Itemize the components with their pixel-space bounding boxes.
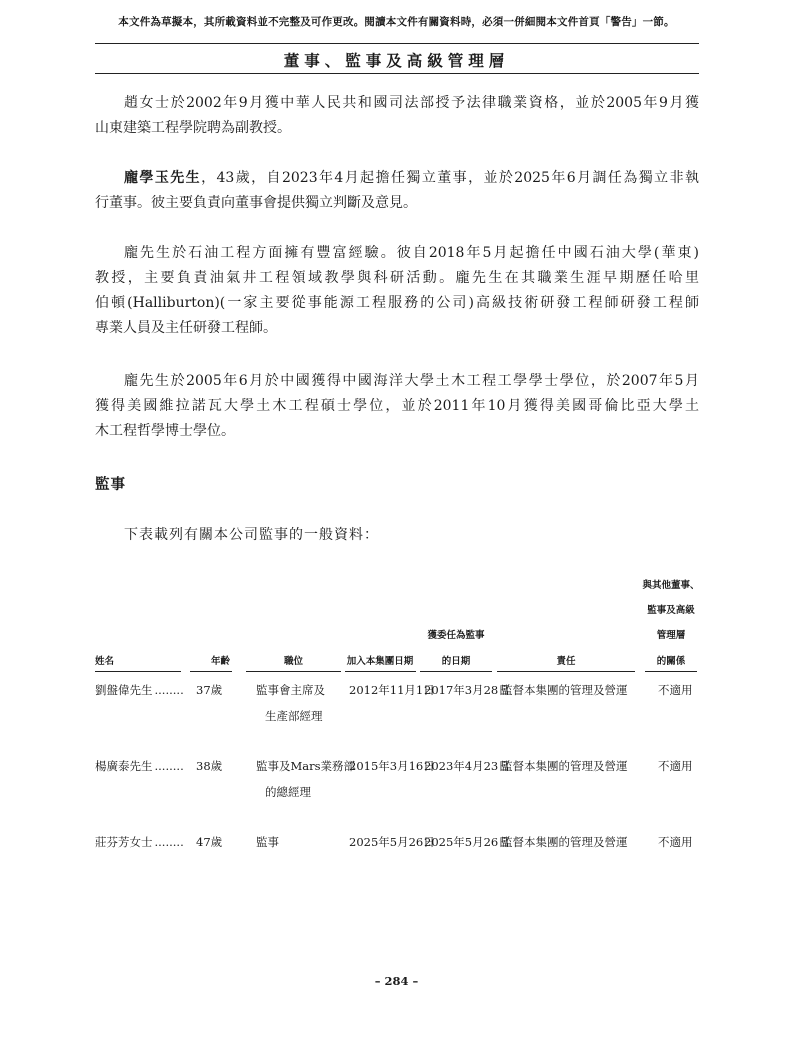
cell-name: 莊芬芳女士 ........ — [95, 835, 184, 849]
column-header-name: 姓名 — [95, 656, 115, 667]
header-underline — [420, 671, 492, 672]
cell-position: 監事 — [256, 835, 279, 849]
paragraph-line: 行董事。彼主要負責向董事會提供獨立判斷及意見。 — [95, 195, 417, 211]
cell-age: 37歲 — [196, 683, 223, 697]
column-header-age: 年齡 — [210, 656, 230, 667]
cell-relationship: 不適用 — [658, 759, 693, 773]
column-header-appoint-date-2: 的日期 — [441, 656, 471, 667]
paragraph-line: 獲得美國維拉諾瓦大學土木工程碩士學位，並於2011年10月獲得美國哥倫比亞大學土 — [95, 398, 699, 414]
paragraph-line: 龐先生於2005年6月於中國獲得中國海洋大學土木工程工學學士學位，於2007年5月 — [124, 373, 699, 389]
header-underline — [345, 671, 416, 672]
column-header-relationship-3: 管理層 — [656, 630, 686, 641]
paragraph-zhao-qualification — [95, 91, 699, 141]
supervisors-heading: 監事 — [95, 476, 126, 493]
director-name: 龐學玉先生 — [124, 170, 202, 186]
cell-appoint-date: 2025年5月26日 — [424, 835, 510, 849]
cell-relationship: 不適用 — [658, 683, 693, 697]
cell-name: 楊廣泰先生 ........ — [95, 759, 184, 773]
header-bottom-rule — [95, 73, 699, 74]
cell-position-cont: 生產部經理 — [265, 709, 323, 723]
page-number: – 284 – — [374, 974, 419, 988]
header-top-rule — [95, 43, 699, 44]
cell-name: 劉盤偉先生 ........ — [95, 683, 184, 697]
column-header-position: 職位 — [283, 656, 303, 667]
cell-age: 38歲 — [196, 759, 223, 773]
paragraph-line: 伯頓(Halliburton)(一家主要從事能源工程服務的公司)高級技術研發工程師研發工程師 — [95, 295, 699, 311]
cell-relationship: 不適用 — [658, 835, 693, 849]
paragraph-line — [95, 166, 699, 191]
cell-position: 監事及Mars業務部 — [256, 759, 356, 773]
paragraph-pang-experience — [95, 241, 699, 341]
cell-age: 47歲 — [196, 835, 223, 849]
cell-position: 監事會主席及 — [256, 683, 325, 697]
cell-appoint-date: 2023年4月23日 — [424, 759, 510, 773]
paragraph-line: 木工程哲學博士學位。 — [95, 423, 235, 439]
supervisors-intro: 下表載列有關本公司監事的一般資料： — [124, 527, 379, 543]
draft-warning: 本文件為草擬本，其所載資料並不完整及可作更改。閱讀本文件有關資料時，必須一併細閱本文件首頁「警告」一節。 — [118, 16, 675, 28]
paragraph-line: 專業人員及主任研發工程師。 — [95, 320, 277, 336]
header-underline — [497, 671, 635, 672]
cell-appoint-date: 2017年3月28日 — [424, 683, 510, 697]
header-underline — [246, 671, 341, 672]
header-underline — [645, 671, 697, 672]
column-header-responsibility: 責任 — [556, 656, 576, 667]
cell-responsibility: 監督本集團的管理及營運 — [501, 759, 628, 773]
column-header-appoint-date-1: 獲委任為監事 — [427, 630, 485, 641]
paragraph-line: 教授，主要負責油氣井工程領域教學與科研活動。龐先生在其職業生涯早期歷任哈里 — [95, 270, 699, 286]
column-header-relationship-1: 與其他董事、 — [642, 580, 700, 591]
cell-position-cont: 的總經理 — [265, 785, 311, 799]
section-title: 董事、監事及高級管理層 — [283, 51, 510, 70]
cell-join-date: 2025年5月26日 — [349, 835, 435, 849]
column-header-join-date: 加入本集團日期 — [346, 656, 414, 667]
cell-join-date: 2015年3月16日 — [349, 759, 435, 773]
paragraph-pang-education — [95, 369, 699, 444]
header-underline — [190, 671, 232, 672]
column-header-relationship-4: 的關係 — [656, 656, 686, 667]
column-header-relationship-2: 監事及高級 — [647, 605, 695, 616]
cell-responsibility: 監督本集團的管理及營運 — [501, 835, 628, 849]
paragraph-text: ，43歲，自2023年4月起擔任獨立董事，並於2025年6月調任為獨立非執 — [201, 170, 699, 186]
paragraph-line: 龐先生於石油工程方面擁有豐富經驗。彼自2018年5月起擔任中國石油大學(華東) — [124, 245, 699, 261]
paragraph-line: 山東建築工程學院聘為副教授。 — [95, 120, 291, 136]
paragraph-line: 趙女士於2002年9月獲中華人民共和國司法部授予法律職業資格，並於2005年9月獲 — [124, 95, 699, 111]
header-underline — [95, 671, 181, 672]
paragraph-pang-bio-intro — [95, 166, 699, 216]
cell-responsibility: 監督本集團的管理及營運 — [501, 683, 628, 697]
cell-join-date: 2012年11月1日 — [349, 683, 435, 697]
